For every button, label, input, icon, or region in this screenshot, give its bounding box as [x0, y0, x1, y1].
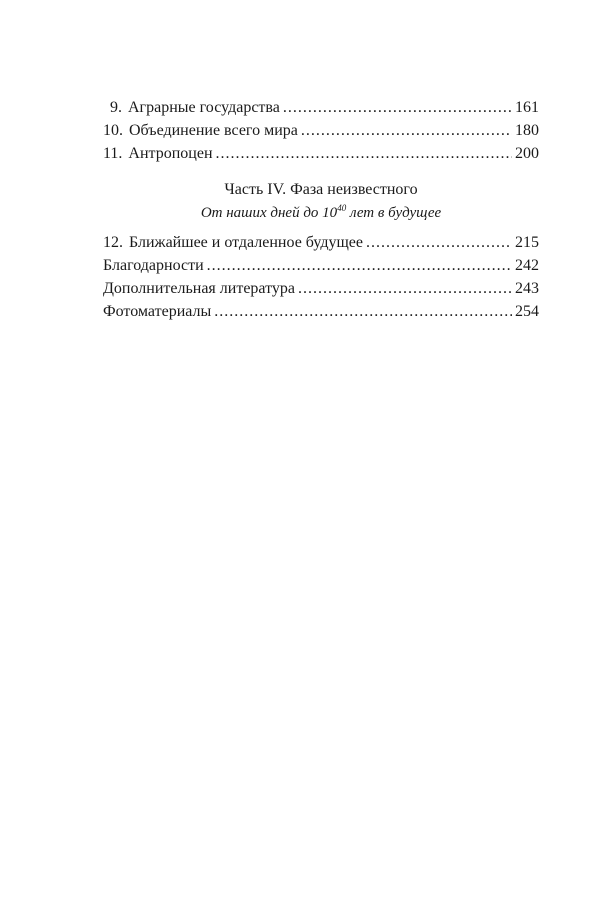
- toc-entry[interactable]: [103, 300, 539, 323]
- toc-entry-title: Антропоцен: [128, 145, 213, 162]
- toc-leader-dots: [283, 96, 512, 119]
- toc-entry-number: 9.: [110, 99, 122, 116]
- toc-leader-dots: [214, 300, 512, 323]
- toc-entry[interactable]: [103, 254, 539, 277]
- toc-list-chapters: [103, 96, 539, 165]
- toc-entry[interactable]: [103, 119, 539, 142]
- part-subtitle-text-end: лет в будущее: [346, 205, 442, 221]
- toc-entry-number: 12.: [103, 234, 123, 251]
- toc-entry-title: Дополнительная литература: [103, 280, 295, 297]
- part-subtitle: [103, 203, 539, 223]
- toc-entry[interactable]: [103, 277, 539, 300]
- toc-entry-page: 200: [515, 145, 539, 162]
- part-subtitle-text: От наших дней до 10: [200, 205, 338, 221]
- toc-entry-page: 180: [515, 122, 539, 139]
- toc-leader-dots: [207, 254, 512, 277]
- toc-leader-dots: [298, 277, 512, 300]
- part-subtitle-exponent: 40: [337, 203, 347, 213]
- toc-entry-page: 243: [515, 280, 539, 297]
- toc-entry-page: 242: [515, 257, 539, 274]
- toc-entry-page: 254: [515, 303, 539, 320]
- toc-leader-dots: [301, 119, 512, 142]
- toc-entry-number: 10.: [103, 122, 123, 139]
- toc-entry-title: Фотоматериалы: [103, 303, 212, 320]
- toc-entry-page: 215: [515, 234, 539, 251]
- toc-entry[interactable]: [103, 142, 539, 165]
- toc-list-final: [103, 231, 539, 323]
- toc-leader-dots: [216, 142, 513, 165]
- toc-entry-number: 11.: [103, 145, 123, 162]
- toc-entry-title: Объединение всего мира: [129, 122, 298, 139]
- toc-entry[interactable]: [103, 231, 539, 254]
- toc-entry-title: Благодарности: [103, 257, 204, 274]
- toc-entry[interactable]: [103, 96, 539, 119]
- toc-leader-dots: [366, 231, 512, 254]
- toc-entry-title: Аграрные государства: [128, 99, 280, 116]
- part-heading: Часть IV. Фаза неизвестного: [224, 181, 418, 198]
- toc-entry-title: Ближайшее и отдаленное будущее: [129, 234, 363, 251]
- toc-entry-page: 161: [515, 99, 539, 116]
